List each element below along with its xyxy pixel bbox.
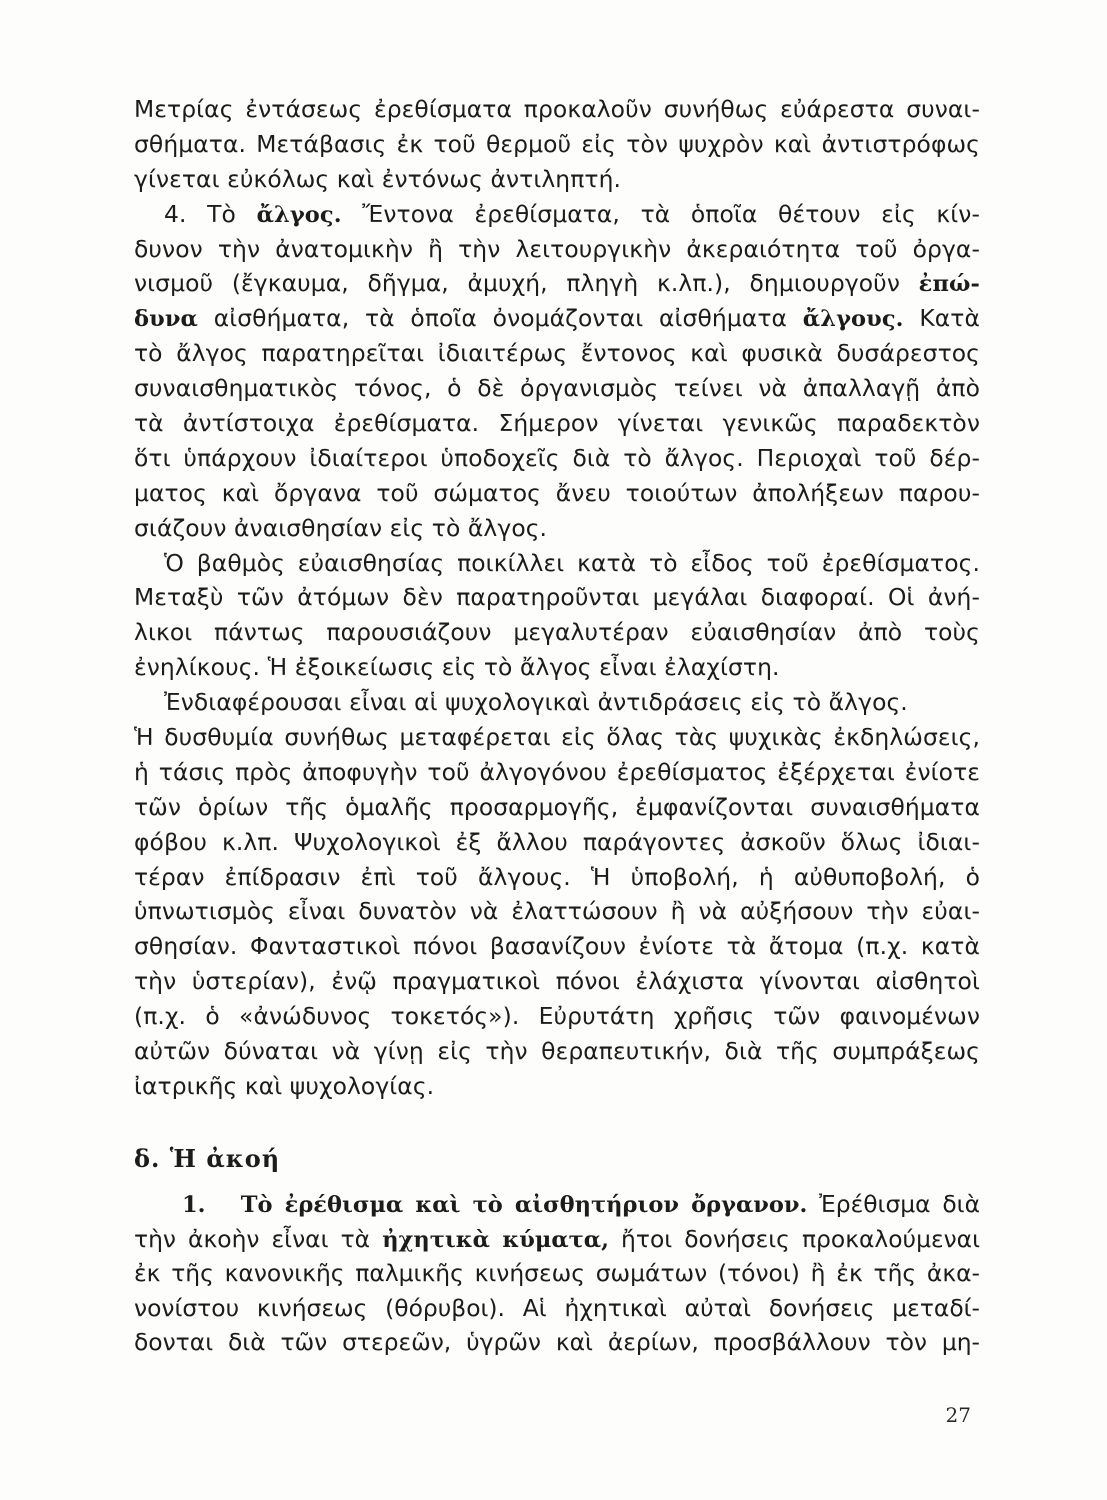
- bold-term: ἠχητικὰ κύματα,: [382, 1226, 609, 1253]
- subsection-number: 1.: [182, 1192, 206, 1218]
- text-line: Ἡ δυσθυμία συνήθως μεταφέρεται εἰς ὅλας τὰς ψυχικὰς ἐκδηλώσεις,: [134, 723, 980, 752]
- text-line: τὸ ἄλγος παρατηρεῖται ἰδιαιτέρως ἔντονος καὶ φυσικὰ δυσάρεστος: [134, 339, 980, 368]
- bold-term: δυνα: [134, 306, 198, 333]
- text-span: νισμοῦ (ἔγκαυμα, δῆγμα, ἀμυχή, πληγὴ κ.λπ.), δημιουργοῦν: [134, 269, 900, 298]
- text-line: δονται διὰ τῶν στερεῶν, ὑγρῶν καὶ ἀερίων, προσβάλλουν τὸν μη-: [134, 1328, 980, 1357]
- text-line: ἰατρικῆς καὶ ψυχολογίας.: [134, 1071, 435, 1100]
- text-line: συναισθηματικὸς τόνος, ὁ δὲ ὀργανισμὸς τείνει νὰ ἀπαλλαγῇ ἀπὸ: [134, 374, 980, 403]
- text-span: Ἐρέθισμα διὰ: [819, 1190, 980, 1218]
- text-line: ματος καὶ ὄργανα τοῦ σώματος ἄνευ τοιούτων ἀπολήξεων παρου-: [134, 478, 980, 507]
- text-line: δυνον τὴν ἀνατομικὴν ἢ τὴν λειτουργικὴν ἀκεραιότητα τοῦ ὀργα-: [134, 234, 980, 263]
- text-line: ὅτι ὑπάρχουν ἰδιαίτεροι ὑποδοχεῖς διὰ τὸ ἄλγος. Περιοχαὶ τοῦ δέρ-: [134, 443, 980, 472]
- text-line: αὐτῶν δύναται νὰ γίνῃ εἰς τὴν θεραπευτικήν, διὰ τῆς συμπράξεως: [134, 1037, 980, 1066]
- text-line: ἐκ τῆς κανονικῆς παλμικῆς κινήσεως σωμάτων (τόνοι) ἢ ἐκ τῆς ἀκα-: [134, 1259, 980, 1288]
- text-line: λικοι πάντως παρουσιάζουν μεγαλυτέραν εὐαισθησίαν ἀπὸ τοὺς: [134, 618, 980, 647]
- pain-heading-line: [134, 197, 980, 232]
- main-text: [134, 92, 980, 1104]
- text-line: Μετρίας ἐντάσεως ἐρεθίσματα προκαλοῦν συνήθως εὐάρεστα συναι-: [134, 95, 980, 123]
- text-line: σθήματα. Μετάβασις ἐκ τοῦ θερμοῦ εἰς τὸν ψυχρὸν καὶ ἀντιστρόφως: [134, 129, 980, 158]
- text-line: Μεταξὺ τῶν ἀτόμων δὲν παρατηροῦνται μεγάλαι διαφοραί. Οἱ ἀνή-: [134, 583, 980, 612]
- text-line: [134, 1222, 980, 1257]
- text-line: φόβου κ.λπ. Ψυχολογικοὶ ἐξ ἄλλου παράγοντες ἀσκοῦν ὅλως ἰδιαι-: [134, 827, 980, 856]
- pain-heading-word: ἄλγος.: [256, 201, 342, 228]
- text-line: τέραν ἐπίδρασιν ἐπὶ τοῦ ἄλγους. Ἡ ὑποβολή, ἡ αὐθυποβολή, ὁ: [134, 862, 980, 891]
- page-number: 27: [945, 1403, 971, 1427]
- subsection-title: Τὸ ἐρέθισμα καὶ τὸ αἰσθητήριον ὄργανον.: [240, 1192, 808, 1218]
- text-line: τὰ ἀντίστοιχα ἐρεθίσματα. Σήμερον γίνεται γενικῶς παραδεκτὸν: [134, 409, 980, 438]
- text-line: τῶν ὁρίων τῆς ὁμαλῆς προσαρμογῆς, ἐμφανίζονται συναισθήματα: [134, 792, 980, 821]
- text-line: σθησίαν. Φανταστικοὶ πόνοι βασανίζουν ἐνίοτε τὰ ἄτομα (π.χ. κατὰ: [134, 932, 980, 961]
- text-line: γίνεται εὐκόλως καὶ ἐντόνως ἀντιληπτή.: [134, 164, 622, 193]
- text-span: τὴν ἀκοὴν εἶναι τὰ: [134, 1224, 371, 1253]
- text-span: αἰσθήματα, τὰ ὁποῖα ὀνομάζονται αἰσθήματα: [213, 304, 788, 333]
- text-span: ἤτοι δονήσεις προκαλούμεναι: [621, 1224, 981, 1253]
- text-line: [134, 301, 980, 336]
- pain-heading-number: 4. Τὸ: [164, 199, 236, 228]
- text-line: νονίστου κινήσεως (θόρυβοι). Αἱ ἠχητικαὶ αὐταὶ δονήσεις μεταδί-: [134, 1293, 980, 1322]
- text-line: σιάζουν ἀναισθησίαν εἰς τὸ ἄλγος.: [134, 513, 548, 542]
- bleed-through-mark: [700, 1128, 706, 1150]
- text-line: τὴν ὑστερίαν), ἐνῷ πραγματικοὶ πόνοι ἐλάχιστα γίνονται αἰσθητοὶ: [134, 967, 980, 996]
- text-line: ὑπνωτισμὸς εἶναι δυνατὸν νὰ ἐλαττώσουν ἢ νὰ αὐξήσουν τὴν εὐαι-: [134, 897, 980, 926]
- text-line: [134, 266, 980, 301]
- pain-heading-rest: Ἔντονα ἐρεθίσματα, τὰ ὁποῖα θέτουν εἰς κίν-: [362, 199, 980, 228]
- bold-term: ἄλγους.: [802, 306, 904, 333]
- text-span: Κατὰ: [919, 304, 980, 333]
- text-line: Ὁ βαθμὸς εὐαισθησίας ποικίλλει κατὰ τὸ εἶδος τοῦ ἐρεθίσματος.: [164, 548, 980, 577]
- subsection-heading-line: [134, 1187, 980, 1222]
- hearing-text: [134, 1187, 980, 1360]
- text-line: ἐνηλίκους. Ἡ ἐξοικείωσις εἰς τὸ ἄλγος εἶναι ἐλαχίστη.: [134, 653, 780, 682]
- text-line: Ἐνδιαφέρουσαι εἶναι αἱ ψυχολογικαὶ ἀντιδράσεις εἰς τὸ ἄλγος.: [164, 688, 908, 717]
- section-heading: δ. Ἡ ἀκοή: [134, 1144, 281, 1173]
- bold-term: ἐπώ-: [918, 271, 980, 298]
- text-line: (π.χ. ὁ «ἀνώδυνος τοκετός»). Εὐρυτάτη χρῆσις τῶν φαινομένων: [134, 1002, 980, 1031]
- text-line: ἡ τάσις πρὸς ἀποφυγὴν τοῦ ἀλγογόνου ἐρεθίσματος ἐξέρχεται ἐνίοτε: [134, 757, 980, 786]
